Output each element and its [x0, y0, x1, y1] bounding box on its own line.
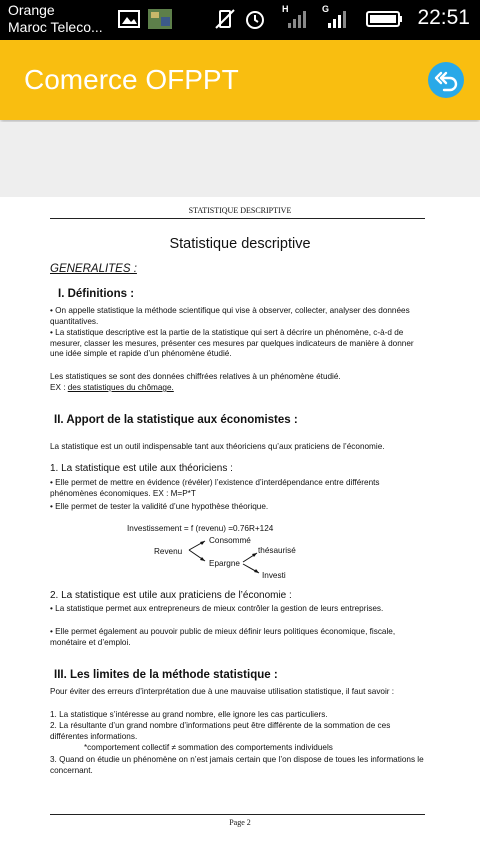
s2-bullet-1: • Elle permet de mettre en évidence (révéler) l’existence d’interdépendance entre différents phénomènes économiques. EX : M=P*T	[50, 478, 380, 498]
s2-bullet-3: • La statistique permet aux entrepreneurs de mieux contrôler la gestion de leurs entreprises.	[50, 604, 384, 613]
s1-example	[50, 383, 428, 394]
s2-subheading-1: 1. La statistique est utile aux théoriciens :	[50, 463, 233, 474]
document-page[interactable]	[0, 197, 480, 854]
s1-paragraph-3: Les statistiques se sont des données chiffrées relatives à un phénomène étudié.	[50, 372, 341, 381]
example-prefix: EX :	[50, 383, 68, 392]
carrier-line-2: Maroc Teleco...	[8, 19, 103, 35]
vibrate-off-icon	[214, 8, 236, 30]
photo-thumbnail-icon	[148, 8, 172, 30]
diagram-thesaurise: thésaurisé	[258, 546, 296, 555]
battery-icon	[366, 8, 404, 30]
signal-strength-icon-2	[324, 8, 350, 30]
clock: 22:51	[417, 6, 470, 29]
diagram-arrows	[185, 535, 275, 577]
page-gap	[0, 122, 480, 197]
carrier-name	[8, 2, 103, 36]
alarm-icon	[244, 8, 266, 30]
s1-paragraph-2: • La statistique descriptive est la partie de la statistique qui sert à décrire un phénomène, c-à-d de mesurer, classer les mesures, présenter ces mesures par quelques indicateurs de manière à donner une idée simple et rapide d’un phénomène étudié.	[50, 328, 414, 359]
header-rule	[50, 218, 425, 219]
section-2-heading: II. Apport de la statistique aux économistes :	[54, 414, 298, 426]
app-bar	[0, 40, 480, 120]
generalites-heading: GENERALITES :	[50, 263, 137, 275]
signal-type-label-2: G	[322, 4, 330, 14]
s2-paragraph-1: La statistique est un outil indispensable tant aux théoriciens qu’aux praticiens de l’économie.	[50, 442, 385, 451]
page-number: Page 2	[229, 818, 251, 827]
diagram-formula: Investissement = f (revenu) =0.76R+124	[127, 524, 274, 533]
diagram-epargne: Epargne	[209, 559, 240, 568]
s3-item-3: 3. Quand on étudie un phénomène on n’est jamais certain que l’on dispose de toues les informations le concernant.	[50, 755, 424, 775]
example-text: des statistiques du chômage.	[67, 383, 174, 392]
s3-item-2: 2. La résultante d’un grand nombre d’informations peut être différente de la sommation de ces différentes informations.	[50, 721, 391, 741]
diagram-consomme: Consommé	[209, 536, 251, 545]
section-1-heading: I. Définitions :	[58, 288, 135, 300]
s1-paragraph-1: • On appelle statistique la méthode scientifique qui vise à observer, collecter, analyser des données quantitatives.	[50, 306, 410, 326]
diagram-investi: Investi	[262, 571, 286, 580]
signal-strength-icon	[284, 8, 308, 30]
back-arrow-circle-icon	[428, 62, 464, 98]
s3-item-2-note: *comportement collectif ≠ sommation des comportements individuels	[84, 743, 333, 752]
carrier-line-1: Orange	[8, 2, 55, 18]
image-notification-icon	[118, 8, 140, 30]
back-button[interactable]	[428, 62, 464, 98]
document-title: Statistique descriptive	[169, 236, 311, 252]
s2-subheading-2: 2. La statistique est utile aux praticiens de l’économie :	[50, 590, 292, 601]
s3-item-1: 1. La statistique s’intéresse au grand nombre, elle ignore les cas particuliers.	[50, 710, 328, 719]
s3-paragraph-1: Pour éviter des erreurs d’interprétation due à une mauvaise utilisation statistique, il faut savoir :	[50, 687, 395, 696]
footer-rule	[50, 814, 425, 815]
app-title: Comerce OFPPT	[24, 64, 239, 95]
section-3-heading: III. Les limites de la méthode statistique :	[54, 669, 278, 681]
status-bar	[0, 0, 480, 40]
diagram-revenu: Revenu	[154, 547, 183, 556]
s2-bullet-2: • Elle permet de tester la validité d’une hypothèse théorique.	[50, 502, 269, 511]
signal-type-label-1: H	[282, 4, 289, 14]
running-header: STATISTIQUE DESCRIPTIVE	[188, 206, 292, 215]
s2-bullet-4: • Elle permet également au pouvoir public de mieux définir leurs politiques économique, fiscale, monétaire et d’emploi.	[50, 627, 396, 647]
